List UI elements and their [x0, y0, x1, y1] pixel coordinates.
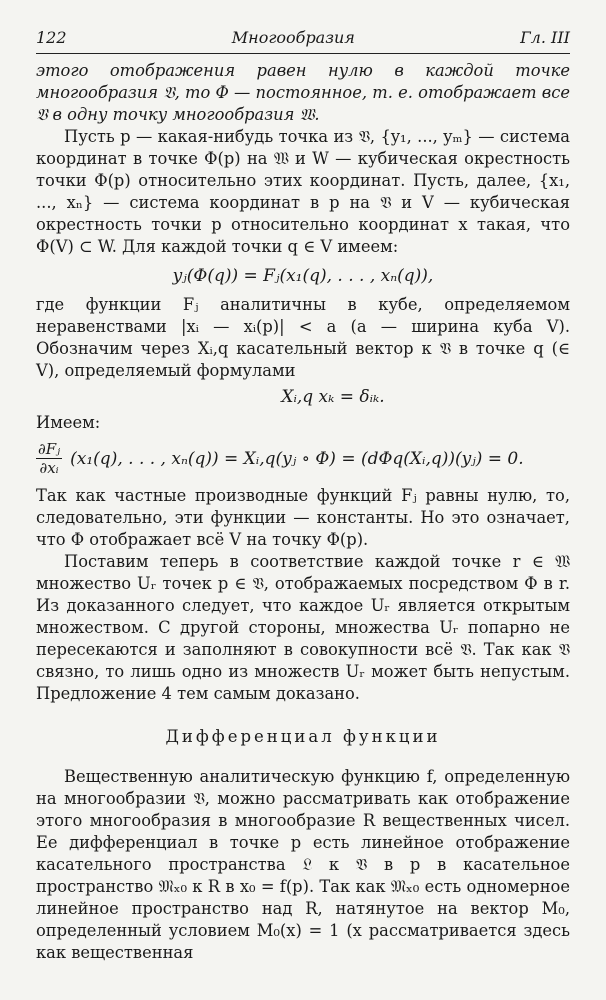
formula-1: yⱼ(Φ(q)) = Fⱼ(x₁(q), . . . , xₙ(q)),	[172, 266, 434, 286]
paragraph-3: где функции Fⱼ аналитичны в кубе, определяемом неравенствами |xᵢ — xᵢ(p)| < a (a — ширина куба V). Обозначим через Xᵢ,q касательный вектор к 𝔙 в точке q (∈ V), определяемый формулами	[36, 295, 570, 380]
page-number: 122	[36, 28, 67, 47]
paragraph-5: Так как частные производные функций Fⱼ равны нулю, то, следовательно, эти функции — константы. Но это означает, что Φ отображает всё V на точку Φ(p).	[36, 486, 570, 549]
running-title: Многообразия	[231, 28, 355, 47]
paragraph-6: Поставим теперь в соответствие каждой точке r ∈ 𝔚 множество Uᵣ точек p ∈ 𝔙, отображаемых посредством Φ в r. Из доказанного следует, что каждое Uᵣ является открытым множеством. С другой стороны, множества Uᵣ попарно не пересекаются и заполняют в совокупности всё 𝔙. Так как 𝔙 связно, то лишь одно из множеств Uᵣ может быть непустым. Предложение 4 тем самым доказано.	[36, 552, 570, 703]
book-page	[36, 28, 570, 964]
partial-denominator: ∂xᵢ	[39, 459, 59, 477]
formula-2: Xᵢ,q xₖ = δᵢₖ.	[281, 387, 385, 407]
partial-numerator: ∂Fⱼ	[38, 440, 61, 458]
partial-derivative	[36, 440, 62, 477]
chapter-label: Гл. III	[520, 28, 570, 47]
paragraph-7: Вещественную аналитическую функцию f, определенную на многообразии 𝔙, можно рассматривать как отображение этого многообразия в многообразие R вещественных чисел. Ее дифференциал в точке p есть линейное отображение касательного пространства 𝔏 к 𝔙 в p в касательное пространство 𝔐ₓ₀ к R в x₀ = f(p). Так как 𝔐ₓ₀ есть одномерное линейное пространство над R, натянутое на вектор M₀, определенный условием M₀(x) = 1 (x рассматривается здесь как вещественная	[36, 767, 570, 962]
paragraph-4: Имеем:	[36, 413, 101, 432]
paragraph-1: этого отображения равен нулю в каждой точке многообразия 𝔙, то Φ — постоянное, т. е. отображает все 𝔙 в одну точку многообразия 𝔚.	[36, 61, 570, 124]
formula-3-expression: (x₁(q), . . . , xₙ(q)) = Xᵢ,q(yⱼ ∘ Φ) = (dΦq(Xᵢ,q))(yⱼ) = 0.	[70, 448, 524, 469]
section-title: Дифференциал функции	[165, 727, 441, 746]
paragraph-2: Пусть p — какая-нибудь точка из 𝔙, {y₁, ..., yₘ} — система координат в точке Φ(p) на 𝔚 и W — кубическая окрестность точки Φ(p) относительно этих координат. Пусть, далее, {x₁, ..., xₙ} — система координат в p на 𝔙 и V — кубическая окрестность точки p относительно координат x такая, что Φ(V) ⊂ W. Для каждой точки q ∈ V имеем:	[36, 127, 570, 256]
formula-3	[36, 440, 570, 477]
page-header	[36, 28, 570, 54]
